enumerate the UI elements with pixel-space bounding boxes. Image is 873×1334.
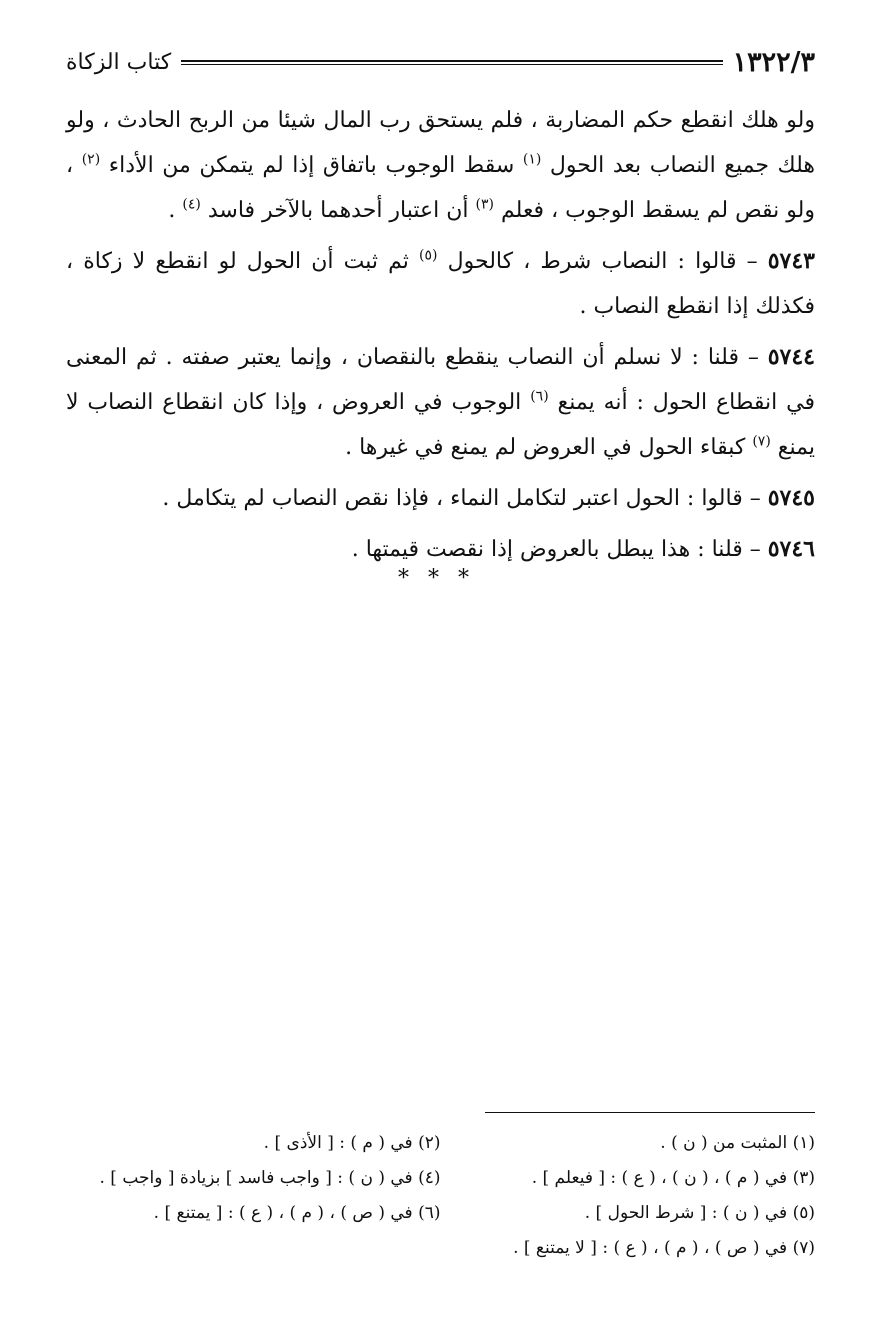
paragraph-1 — [66, 98, 815, 233]
text-run: الوجوب في العروض ، وإذا كان انقطاع النصاب لا يمنع — [66, 390, 815, 460]
main-text — [66, 98, 815, 578]
header-rule — [181, 60, 722, 65]
footnote-row — [66, 1231, 815, 1266]
footnote-7: (٧) في ( ص ) ، ( م ) ، ( ع ) : [ لا يمتنع ] . — [513, 1238, 815, 1258]
footnotes — [66, 1126, 815, 1266]
footnote-5: (٥) في ( ن ) : [ شرط الحول ] . — [584, 1203, 815, 1223]
text-run: . — [168, 198, 176, 223]
text-run: ، ولو نقص لم يسقط الوجوب ، فعلم — [66, 153, 815, 223]
text-run: ولو هلك انقطع حكم المضاربة ، فلم يستحق رب المال شيئا من الربح الحادث ، ولو هلك جميع النصاب بعد الحول — [66, 108, 815, 178]
footnote-marker[interactable]: (٣) — [475, 196, 495, 213]
footnote-marker[interactable]: (٦) — [530, 388, 549, 405]
book-title: كتاب الزكاة — [66, 49, 172, 75]
footnote-3: (٣) في ( م ) ، ( ن ) ، ( ع ) : [ فيعلم ] . — [531, 1168, 815, 1188]
footnote-row — [66, 1196, 815, 1231]
footnote-marker[interactable]: (١) — [522, 151, 542, 168]
footnote-rule — [485, 1112, 815, 1113]
paragraph-number: ٥٧٤٣ — [767, 248, 815, 274]
section-separator: * * * — [398, 566, 475, 591]
footnote-6: (٦) في ( ص ) ، ( م ) ، ( ع ) : [ يمتنع ] . — [153, 1203, 441, 1223]
footnote-row — [66, 1126, 815, 1161]
text-run: أن اعتبار أحدهما بالآخر فاسد — [207, 198, 469, 223]
text-run: – قلنا : هذا يبطل بالعروض إذا نقصت قيمتها . — [351, 537, 768, 562]
footnote-marker[interactable]: (٧) — [752, 433, 771, 450]
paragraph-5745 — [66, 476, 815, 521]
text-run: – قالوا : الحول اعتبر لتكامل النماء ، فإذا نقص النصاب لم يتكامل . — [162, 486, 768, 511]
footnote-marker[interactable]: (٤) — [182, 196, 201, 213]
page-number: ١٣٢٢/٣ — [732, 46, 815, 78]
footnote-marker[interactable]: (٥) — [419, 247, 438, 264]
running-header — [66, 40, 815, 84]
text-run: – قلنا : لا نسلم أن النصاب ينقطع بالنقصان ، وإنما يعتبر صفته . ثم المعنى في انقطاع الحول : أنه يمنع — [66, 345, 815, 415]
footnote-marker[interactable]: (٢) — [81, 151, 101, 168]
footnote-4: (٤) في ( ن ) : [ واجب فاسد ] بزيادة [ واجب ] . — [99, 1168, 441, 1188]
footnote-1: (١) المثبت من ( ن ) . — [660, 1133, 815, 1153]
footnote-2: (٢) في ( م ) : [ الأذى ] . — [263, 1133, 441, 1153]
paragraph-5744 — [66, 335, 815, 470]
paragraph-number: ٥٧٤٤ — [767, 344, 815, 370]
paragraph-5743 — [66, 239, 815, 329]
footnote-row — [66, 1161, 815, 1196]
text-run: سقط الوجوب باتفاق إذا لم يتمكن من الأداء — [108, 153, 515, 178]
text-run: كبقاء الحول في العروض لم يمنع في غيرها . — [345, 435, 746, 460]
paragraph-number: ٥٧٤٥ — [767, 485, 815, 511]
paragraph-number: ٥٧٤٦ — [767, 536, 815, 562]
text-run: – قالوا : النصاب شرط ، كالحول — [447, 249, 768, 274]
text-run: ثم ثبت أن الحول لو انقطع لا زكاة ، فكذلك إذا انقطع النصاب . — [66, 249, 815, 319]
